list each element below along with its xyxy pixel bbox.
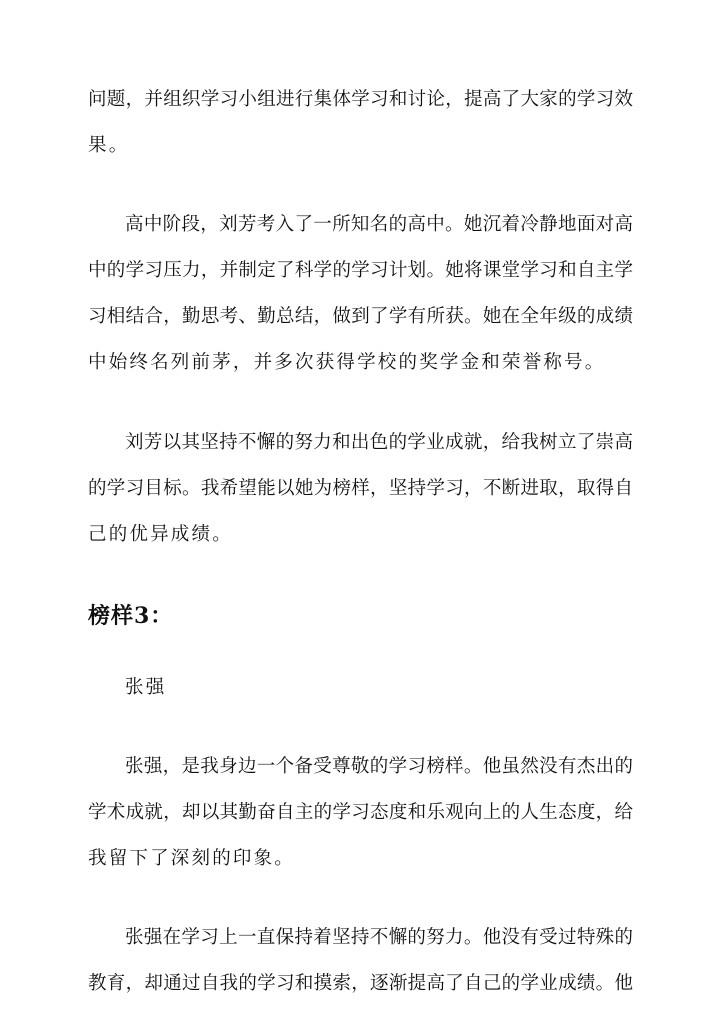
paragraph-line: 张强，是我身边一个备受尊敬的学习榜样。他虽然没有杰出的 xyxy=(125,756,633,777)
paragraph-line: 教育，却通过自我的学习和摸索，逐渐提高了自己的学业成绩。他 xyxy=(88,973,633,994)
paragraph-line: 我留下了深刻的印象。 xyxy=(88,848,296,869)
paragraph-line: 的学习目标。我希望能以她为榜样，坚持学习，不断进取，取得自 xyxy=(88,478,633,499)
section-heading: 榜样3： xyxy=(88,603,174,629)
paragraph-line: 果。 xyxy=(88,135,130,156)
paragraph-line: 高中阶段，刘芳考入了一所知名的高中。她沉着冷静地面对高 xyxy=(125,214,633,235)
paragraph-line: 中的学习压力，并制定了科学的学习计划。她将课堂学习和自主学 xyxy=(88,260,633,281)
paragraph-line: 中始终名列前茅，并多次获得学校的奖学金和荣誉称号。 xyxy=(88,352,606,373)
paragraph-line: 习相结合，勤思考、勤总结，做到了学有所获。她在全年级的成绩 xyxy=(88,306,633,327)
person-name: 张强 xyxy=(125,677,167,698)
paragraph-line: 问题，并组织学习小组进行集体学习和讨论，提高了大家的学习效 xyxy=(88,89,633,110)
paragraph-line: 学术成就，却以其勤奋自主的学习态度和乐观向上的人生态度，给 xyxy=(88,802,633,823)
paragraph-line: 张强在学习上一直保持着坚持不懈的努力。他没有受过特殊的 xyxy=(125,927,633,948)
paragraph-line: 刘芳以其坚持不懈的努力和出色的学业成就，给我树立了崇高 xyxy=(125,432,633,453)
paragraph-line: 己的优异成绩。 xyxy=(88,524,233,545)
